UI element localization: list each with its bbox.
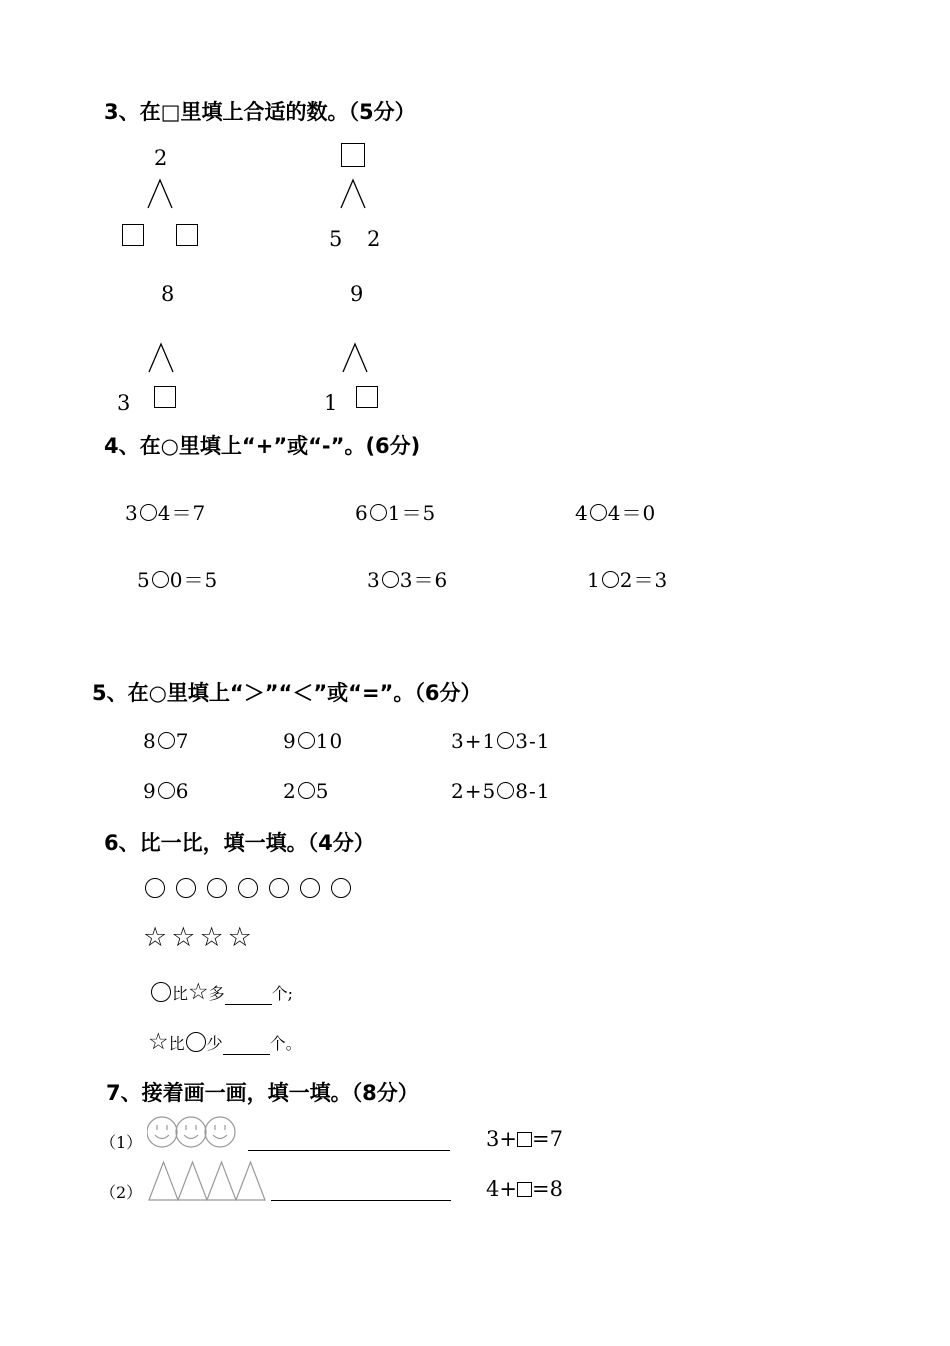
q3-tree3-branch <box>147 342 175 374</box>
q6-line1-blank[interactable] <box>225 988 272 1005</box>
q7-heading: 7、接着画一画，填一填。（8分） <box>106 1081 419 1105</box>
q5-item-1-circle[interactable] <box>158 732 175 749</box>
circle-icon <box>331 878 351 898</box>
circle-icon <box>151 982 171 1002</box>
triangle-icon <box>149 1162 178 1200</box>
star-icon: ☆ <box>143 922 168 953</box>
q7-row2-eq-a: 4+ <box>486 1177 517 1201</box>
q5-item-6 <box>451 779 550 803</box>
q5-item-5-b: 5 <box>315 779 330 803</box>
q4-item-5-b: 3＝6 <box>399 568 449 592</box>
q4-item-3 <box>575 497 656 526</box>
circle-icon <box>207 878 227 898</box>
q7-row2-answer-box[interactable] <box>517 1182 532 1197</box>
smiley-face-icon <box>205 1117 235 1147</box>
q4-item-1 <box>125 497 206 526</box>
q5-item-1-a: 8 <box>143 729 157 753</box>
q5-item-3 <box>451 729 550 753</box>
triangle-icon <box>236 1162 265 1200</box>
q5-item-3-circle[interactable] <box>497 732 514 749</box>
circle-icon <box>186 1032 206 1052</box>
q5-item-3-a: 3+1 <box>451 729 497 753</box>
triangle-icon <box>207 1162 236 1200</box>
q4-item-3-circle[interactable] <box>590 504 607 521</box>
q4-item-2-a: 6 <box>355 501 369 525</box>
q3-tree1-top: 2 <box>154 146 168 170</box>
circle-icon <box>238 878 258 898</box>
triangle-icon <box>178 1162 207 1200</box>
q3-tree1-right-box[interactable] <box>176 224 198 246</box>
q3-tree3-right-box[interactable] <box>154 386 176 408</box>
q4-item-2 <box>355 497 436 526</box>
q4-item-6-b: 2＝3 <box>619 568 669 592</box>
q4-item-5-circle[interactable] <box>382 571 399 588</box>
q7-row2-draw-line[interactable] <box>271 1178 451 1201</box>
q3-heading: 3、在□里填上合适的数。（5分） <box>104 100 416 124</box>
q4-item-4-b: 0＝5 <box>169 568 219 592</box>
circle-icon <box>145 878 165 898</box>
q5-item-1-b: 7 <box>175 729 190 753</box>
q4-item-1-b: 4＝7 <box>157 501 207 525</box>
q7-row1-label: （1） <box>100 1133 143 1152</box>
q7-row2-triangles <box>147 1160 267 1202</box>
smiley-face-icon <box>176 1117 206 1147</box>
q3-tree4-branch <box>341 342 369 374</box>
q5-item-6-circle[interactable] <box>497 782 514 799</box>
q4-item-4-circle[interactable] <box>152 571 169 588</box>
q6-circle-row <box>145 877 362 898</box>
q5-item-1 <box>143 729 189 753</box>
q3-tree2-right: 2 <box>367 227 381 251</box>
q4-item-6-circle[interactable] <box>602 571 619 588</box>
q5-item-6-b: 8-1 <box>515 779 551 803</box>
q5-item-5-a: 2 <box>283 779 297 803</box>
star-icon: ☆ <box>188 979 209 1005</box>
q7-row1-draw-line[interactable] <box>248 1128 450 1151</box>
q7-row2-eq-b: =8 <box>531 1177 563 1201</box>
q4-item-2-circle[interactable] <box>370 504 387 521</box>
q7-row2-equation <box>486 1177 563 1201</box>
q4-item-6-a: 1 <box>587 568 601 592</box>
circle-icon <box>176 878 196 898</box>
q7-row1-eq-b: =7 <box>531 1127 563 1151</box>
q3-tree4-top: 9 <box>350 282 364 306</box>
q7-row1-smiley-faces <box>147 1112 239 1152</box>
star-icon: ☆ <box>171 922 196 953</box>
q6-line2-end: 少 <box>206 1034 223 1053</box>
q6-line1-tail: 个; <box>271 984 294 1003</box>
q5-item-4-b: 6 <box>175 779 190 803</box>
q7-row1-equation <box>486 1127 563 1151</box>
q5-item-5 <box>283 779 329 803</box>
q4-item-3-b: 4＝0 <box>607 501 657 525</box>
q5-item-2-b: 10 <box>315 729 344 753</box>
q3-tree1-branch <box>146 178 174 210</box>
q6-line1-end: 多 <box>208 984 225 1003</box>
q4-item-6 <box>587 564 668 593</box>
q3-tree1-left-box[interactable] <box>122 224 144 246</box>
q6-star-row <box>143 922 256 953</box>
q5-item-4 <box>143 779 189 803</box>
q3-tree3-top: 8 <box>161 282 175 306</box>
q6-heading: 6、比一比，填一填。（4分） <box>104 831 375 855</box>
q5-item-2 <box>283 729 343 753</box>
q6-line-1 <box>150 979 293 1005</box>
q4-item-5-a: 3 <box>367 568 381 592</box>
circle-icon <box>269 878 289 898</box>
q7-row1-answer-box[interactable] <box>517 1132 532 1147</box>
q6-line2-tail: 个。 <box>269 1034 302 1053</box>
q5-item-4-circle[interactable] <box>158 782 175 799</box>
q3-tree4-right-box[interactable] <box>356 386 378 408</box>
q3-tree4-left: 1 <box>324 391 338 415</box>
smiley-face-icon <box>147 1117 177 1147</box>
q3-tree2-branch <box>339 178 367 210</box>
q4-item-4-a: 5 <box>137 568 151 592</box>
q6-line-2 <box>148 1029 302 1055</box>
q5-heading: 5、在○里填上“＞”“＜”或“=”。（6分） <box>92 681 482 705</box>
q5-item-5-circle[interactable] <box>298 782 315 799</box>
q5-item-2-circle[interactable] <box>298 732 315 749</box>
star-icon: ☆ <box>227 922 252 953</box>
q6-line1-mid: 比 <box>172 984 189 1003</box>
circle-icon <box>300 878 320 898</box>
q4-item-1-a: 3 <box>125 501 139 525</box>
q6-line2-mid: 比 <box>168 1034 185 1053</box>
q5-item-4-a: 9 <box>143 779 157 803</box>
q5-item-6-a: 2+5 <box>451 779 497 803</box>
q4-item-2-b: 1＝5 <box>387 501 437 525</box>
star-icon: ☆ <box>199 922 224 953</box>
q3-tree2-top-box[interactable] <box>341 143 365 167</box>
q7-row2-label: （2） <box>100 1183 143 1202</box>
q4-item-3-a: 4 <box>575 501 589 525</box>
q3-tree2-left: 5 <box>329 227 343 251</box>
q7-row1-eq-a: 3+ <box>486 1127 517 1151</box>
q3-tree3-left: 3 <box>117 391 131 415</box>
q4-item-5 <box>367 564 448 593</box>
q4-heading: 4、在○里填上“+”或“-”。(6分) <box>104 434 421 458</box>
q4-item-4 <box>137 564 218 593</box>
q5-item-3-b: 3-1 <box>515 729 551 753</box>
q5-item-2-a: 9 <box>283 729 297 753</box>
q6-line2-blank[interactable] <box>223 1038 270 1055</box>
q4-item-1-circle[interactable] <box>140 504 157 521</box>
star-icon: ☆ <box>148 1029 169 1055</box>
